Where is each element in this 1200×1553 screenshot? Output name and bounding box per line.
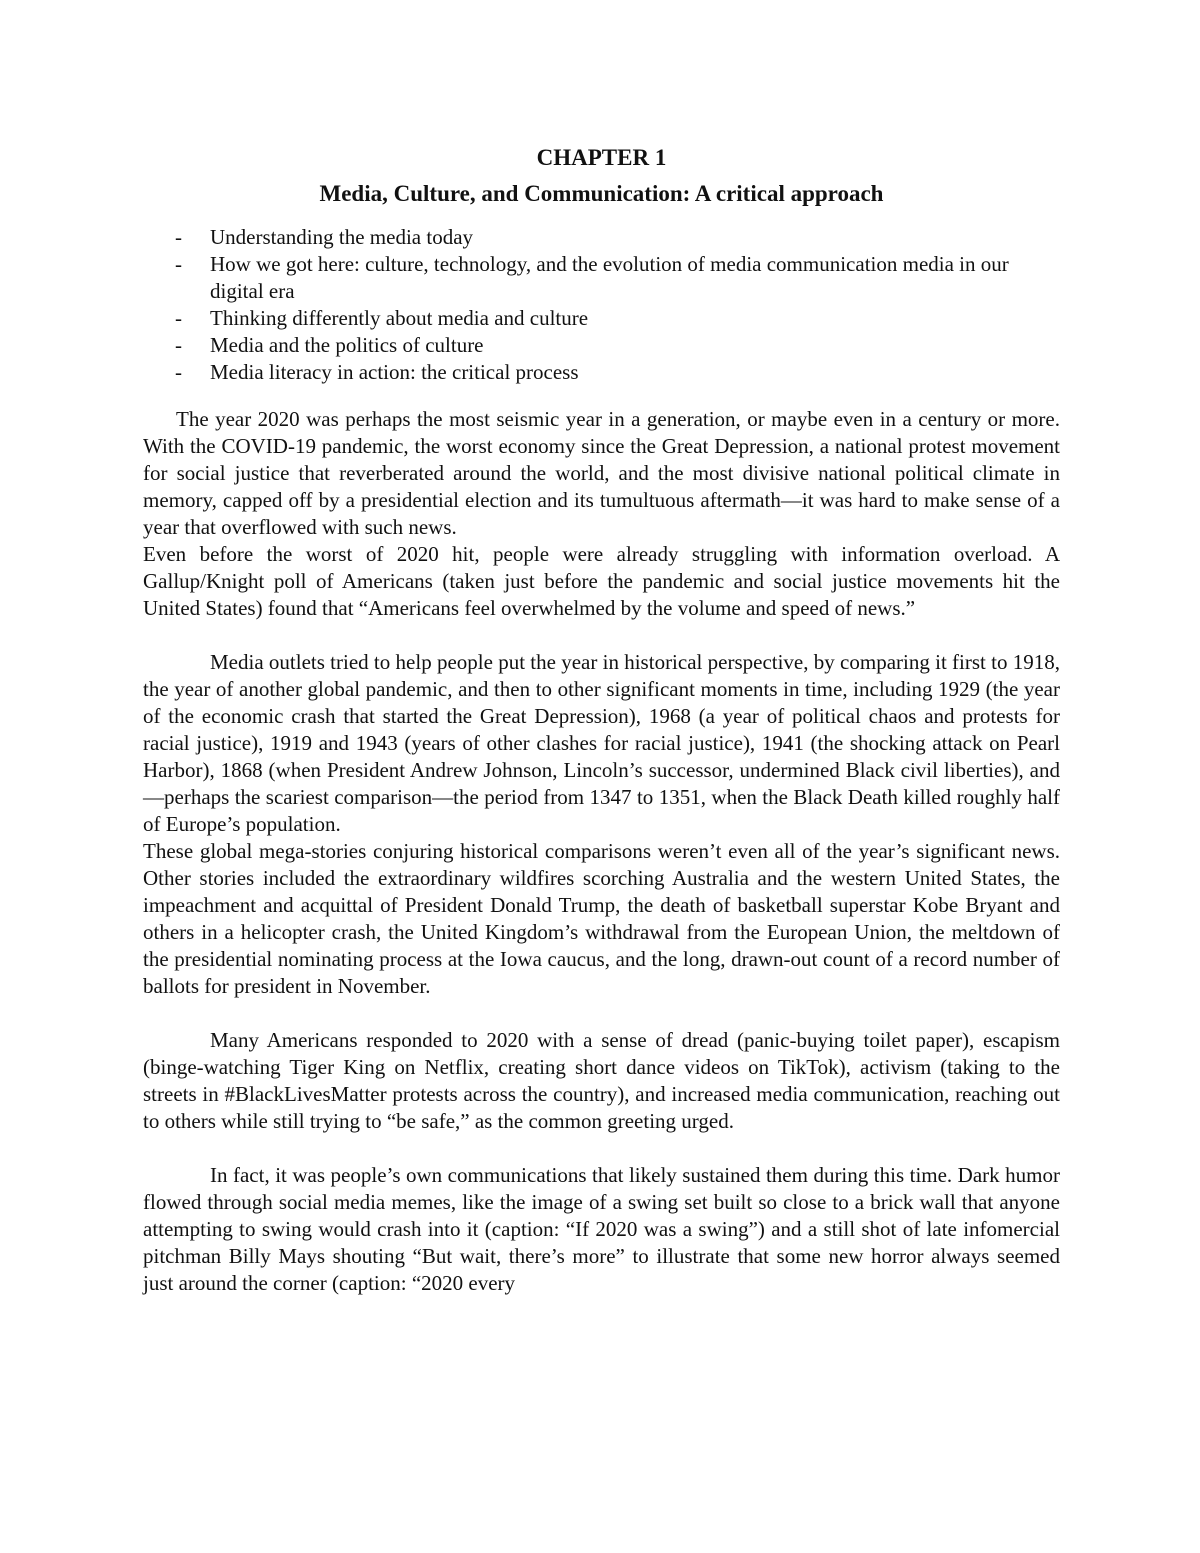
dash-marker: - — [175, 225, 182, 249]
topic-item — [143, 332, 1060, 359]
chapter-topics-list — [143, 224, 1060, 386]
dash-marker: - — [175, 360, 182, 384]
document-page — [143, 140, 1060, 1297]
body-paragraph: In fact, it was people’s own communications that likely sustained them during this time. Dark humor flowed through social media memes, like the image of a swing set built so close to a brick wall that anyone attempting to swing would crash into it (caption: “If 2020 was a swing”) and a still shot of late infomercial pitchman Billy Mays shouting “But wait, there’s more” to illustrate that some new horror always seemed just around the corner (caption: “2020 every — [143, 1163, 1060, 1295]
body-paragraph: Media outlets tried to help people put the year in historical perspective, by comparing it first to 1918, the year of another global pandemic, and then to other significant moments in time, including 1929 (the year of the economic crash that started the Great Depression), 1968 (a year of political chaos and protests for racial justice), 1919 and 1943 (years of other clashes for racial justice), 1941 (the shocking attack on Pearl Harbor), 1868 (when President Andrew Johnson, Lincoln’s successor, undermined Black civil liberties), and—perhaps the scariest comparison—the period from 1347 to 1351, when the Black Death killed roughly half of Europe’s population. — [143, 650, 1060, 836]
dash-marker: - — [175, 333, 182, 357]
body-paragraph: Even before the worst of 2020 hit, people were already struggling with information overload. A Gallup/Knight poll of Americans (taken just before the pandemic and social justice movements hit the United States) found that “Americans feel overwhelmed by the volume and speed of news.” — [143, 542, 1060, 620]
chapter-label: CHAPTER 1 — [536, 145, 667, 170]
body-paragraph: The year 2020 was perhaps the most seismic year in a generation, or maybe even in a century or more. With the COVID-19 pandemic, the worst economy since the Great Depression, a national protest movement for social justice that reverberated around the world, and the most divisive national political climate in memory, capped off by a presidential election and its tumultuous aftermath—it was hard to make sense of a year that overflowed with such news. — [143, 407, 1060, 539]
topic-text: Media literacy in action: the critical process — [210, 360, 579, 384]
topic-text: How we got here: culture, technology, and the evolution of media communication media in our digital era — [210, 252, 1009, 303]
topic-item — [143, 251, 1060, 305]
topic-text: Understanding the media today — [210, 225, 474, 249]
dash-marker: - — [175, 252, 182, 276]
body-paragraph: Many Americans responded to 2020 with a sense of dread (panic-buying toilet paper), escapism (binge-watching Tiger King on Netflix, creating short dance videos on TikTok), activism (taking to the streets in #BlackLivesMatter protests across the country), and increased media communication, reaching out to others while still trying to “be safe,” as the common greeting urged. — [143, 1028, 1060, 1133]
topic-item — [143, 359, 1060, 386]
topic-item — [143, 305, 1060, 332]
chapter-title: Media, Culture, and Communication: A critical approach — [319, 181, 884, 206]
topic-item — [143, 224, 1060, 251]
topic-text: Thinking differently about media and culture — [210, 306, 589, 330]
dash-marker: - — [175, 306, 182, 330]
body-paragraph: These global mega-stories conjuring historical comparisons weren’t even all of the year’s significant news. Other stories included the extraordinary wildfires scorching Australia and the western United States, the impeachment and acquittal of President Donald Trump, the death of basketball superstar Kobe Bryant and others in a helicopter crash, the United Kingdom’s withdrawal from the European Union, the meltdown of the presidential nominating process at the Iowa caucus, and the long, drawn-out count of a record number of ballots for president in November. — [143, 839, 1060, 998]
topic-text: Media and the politics of culture — [210, 333, 484, 357]
